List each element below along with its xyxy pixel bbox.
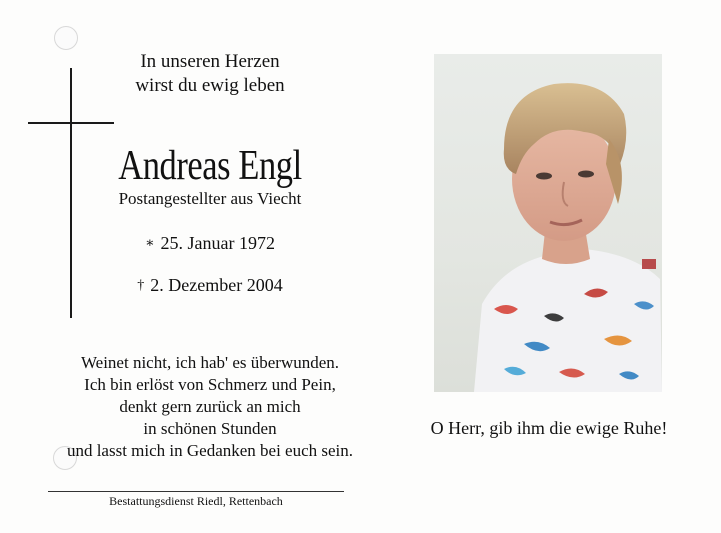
deceased-name: Andreas Engl (118, 143, 302, 189)
poem-line-1: Weinet nicht, ich hab' es überwunden. (80, 353, 340, 372)
poem-line-4: in schönen Stunden (143, 419, 277, 438)
birth-date-line (40, 233, 380, 254)
cross-horizontal-bar (28, 122, 114, 124)
divider-line (48, 491, 344, 492)
intro-line-2: wirst du ewig leben (135, 75, 285, 96)
funeral-home: Bestattungsdienst Riedl, Rettenbach (109, 494, 283, 508)
poem-line-2: Ich bin erlöst von Schmerz und Pein, (84, 375, 336, 394)
birth-date: 25. Januar 1972 (160, 233, 275, 253)
poem (40, 352, 380, 462)
portrait-photo (434, 54, 662, 392)
death-date: 2. Dezember 2004 (150, 275, 283, 295)
poem-line-3: denkt gern zurück an mich (119, 397, 301, 416)
intro-line-1: In unseren Herzen (140, 51, 280, 72)
occupation: Postangestellter aus Viecht (118, 189, 302, 208)
prayer-text: O Herr, gib ihm die ewige Ruhe! (430, 418, 668, 438)
death-date-line (40, 275, 380, 296)
dagger-cross-icon: † (137, 278, 145, 293)
portrait-illustration (434, 54, 662, 392)
punch-hole-top (54, 26, 78, 50)
star-icon: ∗ (145, 236, 155, 251)
intro-verse (40, 50, 380, 98)
poem-line-5: und lasst mich in Gedanken bei euch sein. (66, 441, 354, 460)
